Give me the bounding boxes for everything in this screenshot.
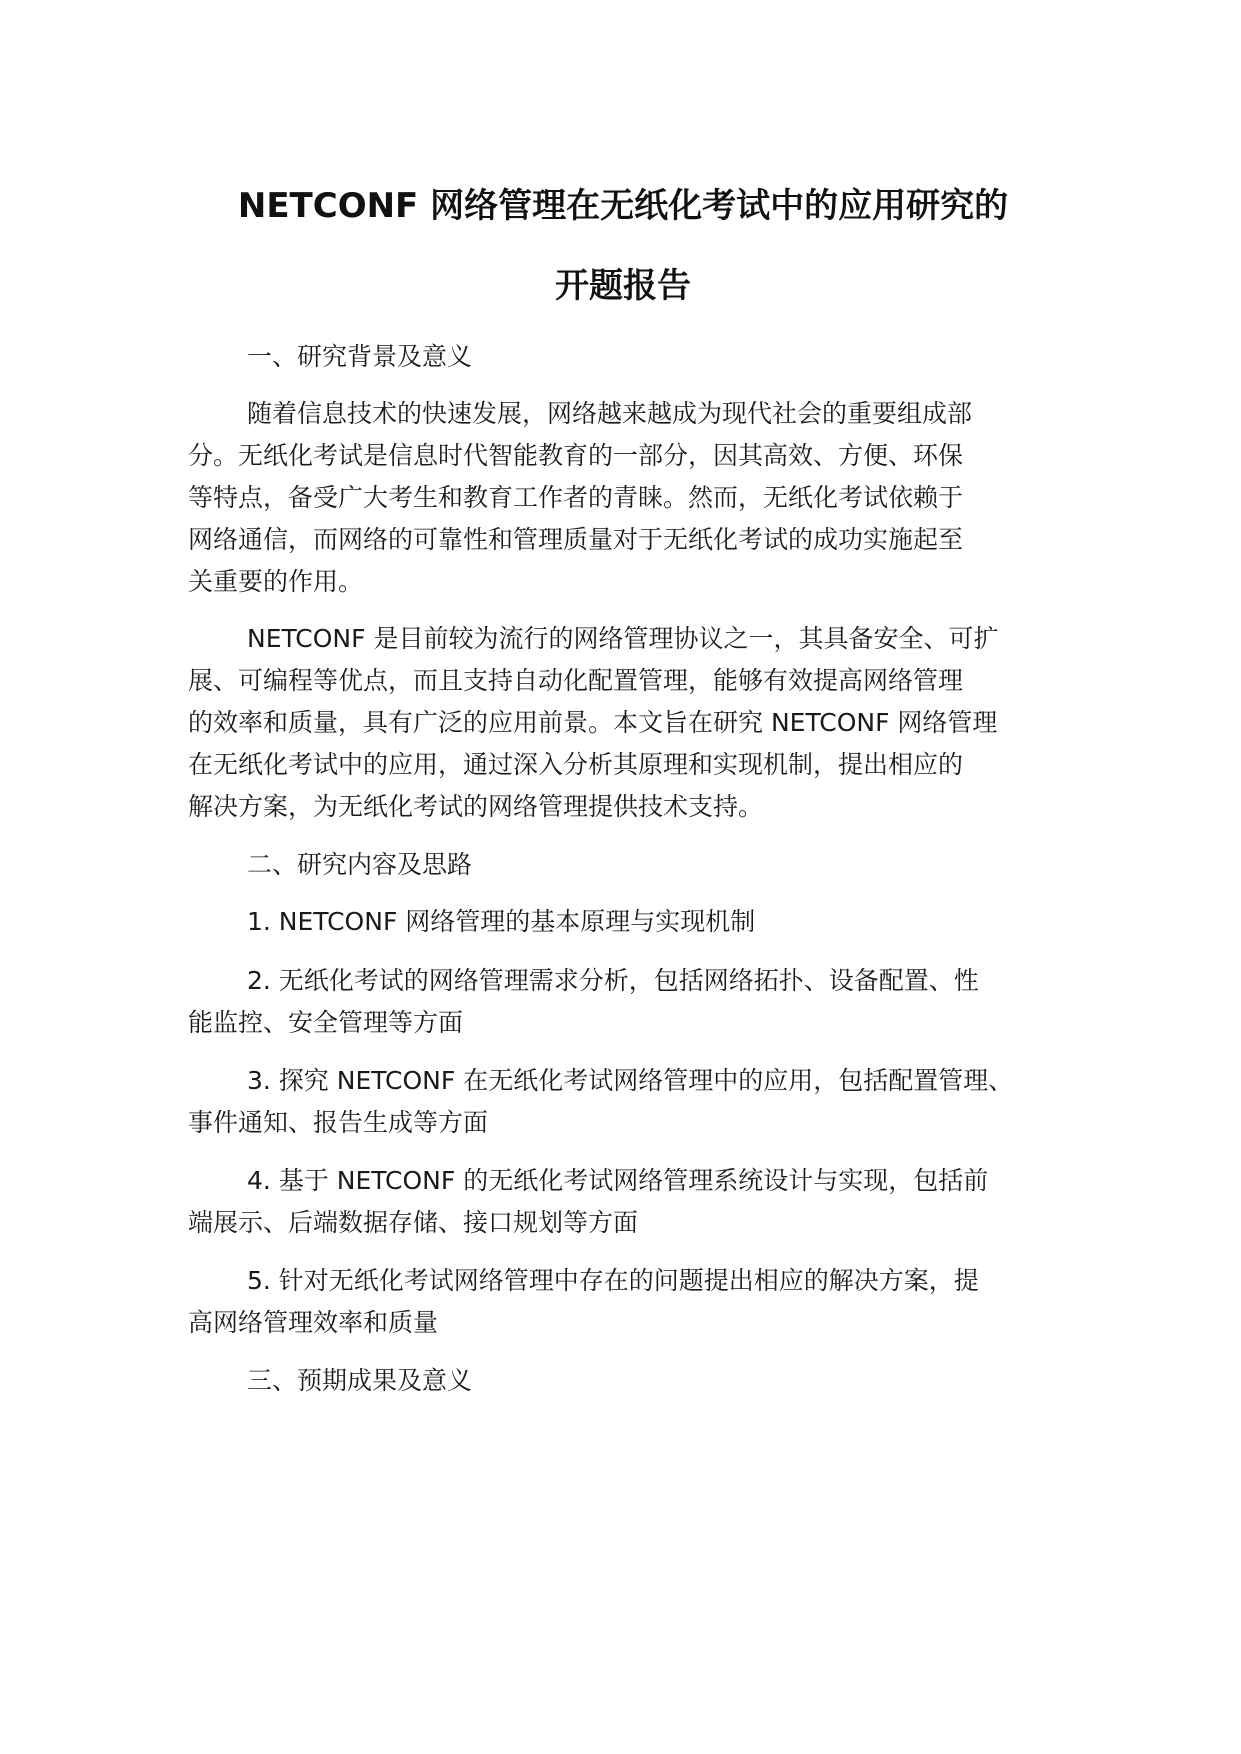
- paragraph-2-line-2: 展、可编程等优点，而且支持自动化配置管理，能够有效提高网络管理: [188, 666, 964, 695]
- section-heading-background: 一、研究背景及意义: [247, 342, 473, 371]
- list-item-2-line-1: 2. 无纸化考试的网络管理需求分析，包括网络拓扑、设备配置、性: [247, 966, 979, 995]
- list-item-2-line-2: 能监控、安全管理等方面: [188, 1008, 464, 1037]
- section-heading-outcomes: 三、预期成果及意义: [247, 1366, 473, 1395]
- document-page: [188, 0, 1058, 1754]
- document-title-line-1: NETCONF 网络管理在无纸化考试中的应用研究的: [237, 186, 1009, 226]
- paragraph-2-line-1: NETCONF 是目前较为流行的网络管理协议之一，其具备安全、可扩: [247, 624, 999, 653]
- list-item-4-line-1: 4. 基于 NETCONF 的无纸化考试网络管理系统设计与实现，包括前: [247, 1166, 989, 1195]
- list-item-5-line-2: 高网络管理效率和质量: [188, 1308, 439, 1337]
- section-heading-content: 二、研究内容及思路: [247, 850, 473, 879]
- paragraph-1-line-4: 网络通信，而网络的可靠性和管理质量对于无纸化考试的成功实施起至: [188, 525, 964, 554]
- list-item-3-line-1: 3. 探究 NETCONF 在无纸化考试网络管理中的应用，包括配置管理、: [247, 1066, 1014, 1095]
- list-item-1-line-1: 1. NETCONF 网络管理的基本原理与实现机制: [247, 907, 756, 936]
- paragraph-1-line-1: 随着信息技术的快速发展，网络越来越成为现代社会的重要组成部: [247, 399, 973, 428]
- list-item-3-line-2: 事件通知、报告生成等方面: [188, 1108, 489, 1137]
- paragraph-1-line-3: 等特点，备受广大考生和教育工作者的青睐。然而，无纸化考试依赖于: [188, 483, 964, 512]
- document-title-line-2: 开题报告: [555, 266, 691, 306]
- paragraph-2-line-4: 在无纸化考试中的应用，通过深入分析其原理和实现机制，提出相应的: [188, 750, 964, 779]
- list-item-4-line-2: 端展示、后端数据存储、接口规划等方面: [188, 1208, 639, 1237]
- paragraph-2-line-3: 的效率和质量，具有广泛的应用前景。本文旨在研究 NETCONF 网络管理: [188, 708, 998, 737]
- paragraph-1-line-2: 分。无纸化考试是信息时代智能教育的一部分，因其高效、方便、环保: [188, 441, 964, 470]
- paragraph-1-line-5: 关重要的作用。: [188, 567, 364, 596]
- list-item-5-line-1: 5. 针对无纸化考试网络管理中存在的问题提出相应的解决方案，提: [247, 1266, 979, 1295]
- paragraph-2-line-5: 解决方案，为无纸化考试的网络管理提供技术支持。: [188, 792, 764, 821]
